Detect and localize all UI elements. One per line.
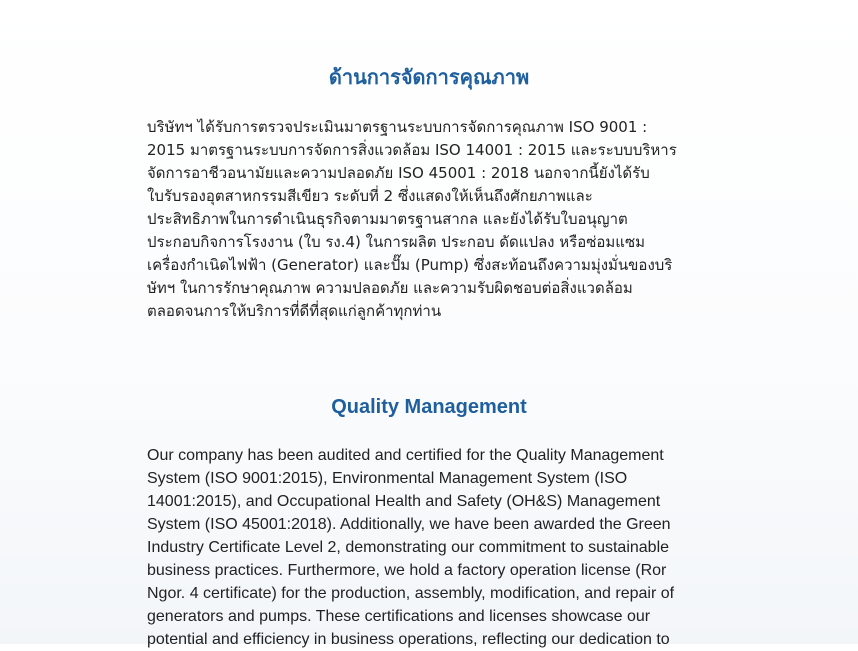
thai-quality-section bbox=[0, 62, 858, 320]
thai-paragraph-line: เครื่องกำเนิดไฟฟ้า (Generator) และปั๊ม (Pump) ซึ่งสะท้อนถึงความมุ่งมั่นของบริ bbox=[147, 256, 673, 274]
thai-paragraph-line: บริษัทฯ ได้รับการตรวจประเมินมาตรฐานระบบการจัดการคุณภาพ ISO 9001 : bbox=[147, 118, 648, 136]
english-paragraph-line: Our company has been audited and certified for the Quality Management bbox=[147, 447, 664, 464]
english-paragraph bbox=[147, 444, 722, 651]
thai-paragraph-line: จัดการอาชีวอนามัยและความปลอดภัย ISO 45001 : 2018 นอกจากนี้ยังได้รับ bbox=[147, 164, 650, 182]
english-paragraph-line: System (ISO 45001:2018). Additionally, we have been awarded the Green bbox=[147, 516, 671, 533]
thai-paragraph-line: ประสิทธิภาพในการดำเนินธุรกิจตามมาตรฐานสากล และยังได้รับใบอนุญาต bbox=[147, 210, 628, 228]
thai-paragraph-line: 2015 มาตรฐานระบบการจัดการสิ่งแวดล้อม ISO 14001 : 2015 และระบบบริหาร bbox=[147, 141, 677, 159]
english-quality-section bbox=[0, 392, 858, 648]
thai-paragraph-line: ใบรับรองอุตสาหกรรมสีเขียว ระดับที่ 2 ซึ่งแสดงให้เห็นถึงศักยภาพและ bbox=[147, 187, 593, 205]
english-paragraph-line: Industry Certificate Level 2, demonstrating our commitment to sustainable bbox=[147, 539, 670, 556]
english-paragraph-line: 14001:2015), and Occupational Health and Safety (OH&S) Management bbox=[147, 493, 661, 510]
english-section-heading: Quality Management bbox=[331, 396, 527, 418]
thai-paragraph bbox=[147, 116, 722, 323]
thai-paragraph-line: ประกอบกิจการโรงงาน (ใบ รง.4) ในการผลิต ประกอบ ดัดแปลง หรือซ่อมแซม bbox=[147, 233, 646, 251]
english-paragraph-line: generators and pumps. These certifications and licenses showcase our bbox=[147, 608, 651, 625]
thai-paragraph-line: ตลอดจนการให้บริการที่ดีที่สุดแก่ลูกค้าทุกท่าน bbox=[147, 302, 442, 320]
english-paragraph-line: System (ISO 9001:2015), Environmental Management System (ISO bbox=[147, 470, 628, 487]
english-paragraph-line: Ngor. 4 certificate) for the production, assembly, modification, and repair of bbox=[147, 585, 675, 602]
thai-section-heading: ด้านการจัดการคุณภาพ bbox=[328, 65, 530, 89]
english-paragraph-line: potential and efficiency in business operations, reflecting our dedication to bbox=[147, 631, 670, 648]
thai-paragraph-line: ษัทฯ ในการรักษาคุณภาพ ความปลอดภัย และความรับผิดชอบต่อสิ่งแวดล้อม bbox=[147, 279, 633, 297]
english-paragraph-line: business practices. Furthermore, we hold a factory operation license (Ror bbox=[147, 562, 667, 579]
